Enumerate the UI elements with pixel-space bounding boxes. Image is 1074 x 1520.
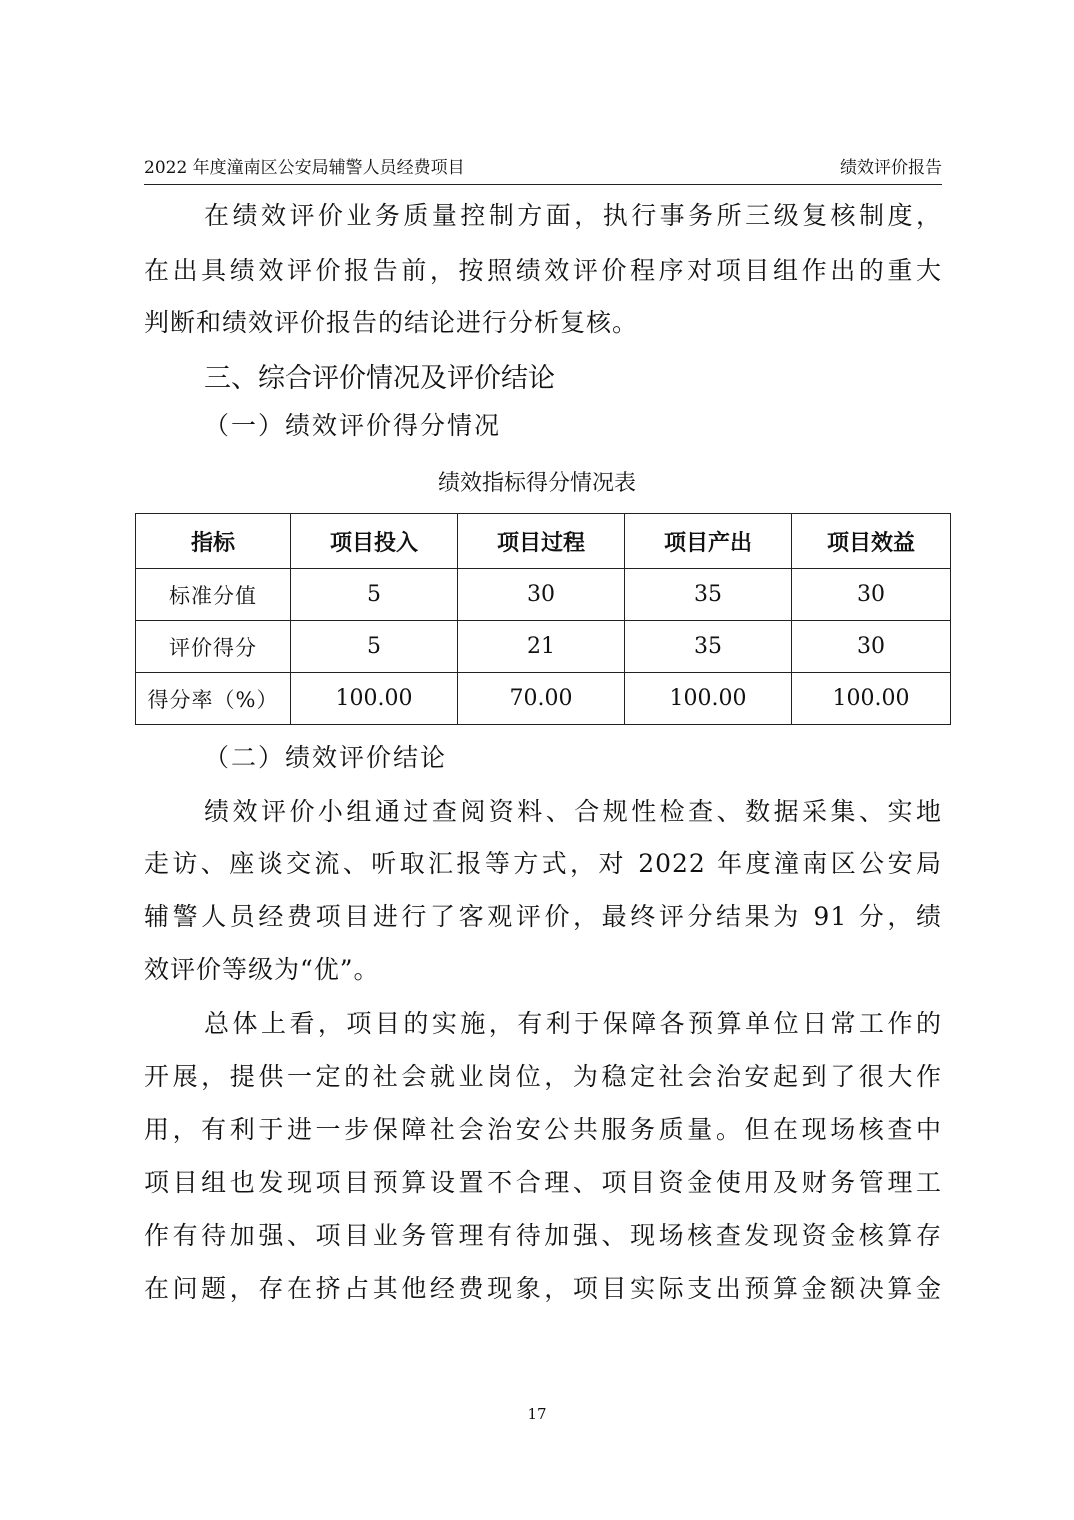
table-cell: 70.00 — [458, 673, 625, 725]
table-header-cell: 项目效益 — [792, 514, 951, 569]
table-header-cell: 指标 — [136, 514, 291, 569]
table-cell: 35 — [625, 621, 792, 673]
table-cell: 30 — [792, 569, 951, 621]
paragraph-line: 在出具绩效评价报告前，按照绩效评价程序对项目组作出的重大 — [144, 256, 942, 285]
paragraph-line: 项目组也发现项目预算设置不合理、项目资金使用及财务管理工 — [144, 1168, 942, 1197]
table-cell: 5 — [291, 569, 458, 621]
table-row — [136, 673, 951, 725]
paragraph-line: 绩效评价小组通过查阅资料、合规性检查、数据采集、实地 — [204, 797, 942, 826]
page-number: 17 — [527, 1405, 547, 1423]
section-heading: 三、综合评价情况及评价结论 — [204, 363, 555, 394]
paragraph-line: 开展，提供一定的社会就业岗位，为稳定社会治安起到了很大作 — [144, 1062, 942, 1091]
row-label: 标准分值 — [136, 569, 291, 621]
score-table — [135, 513, 951, 725]
paragraph-line: 判断和绩效评价报告的结论进行分析复核。 — [144, 308, 639, 337]
row-label: 评价得分 — [136, 621, 291, 673]
table-cell: 100.00 — [291, 673, 458, 725]
table-cell: 100.00 — [792, 673, 951, 725]
table-cell: 100.00 — [625, 673, 792, 725]
paragraph-line: 走访、座谈交流、听取汇报等方式，对 2022 年度潼南区公安局 — [144, 849, 942, 878]
paragraph-line: 作有待加强、项目业务管理有待加强、现场核查发现资金核算存 — [144, 1221, 942, 1250]
paragraph-line: 在绩效评价业务质量控制方面，执行事务所三级复核制度， — [204, 201, 942, 230]
table-cell: 30 — [792, 621, 951, 673]
subsection-heading: （二）绩效评价结论 — [204, 743, 448, 772]
table-header-cell: 项目投入 — [291, 514, 458, 569]
table-cell: 5 — [291, 621, 458, 673]
paragraph-line: 在问题，存在挤占其他经费现象，项目实际支出预算金额决算金 — [144, 1274, 942, 1303]
page-header — [144, 156, 942, 185]
table-header-cell: 项目过程 — [458, 514, 625, 569]
paragraph-line: 总体上看，项目的实施，有利于保障各预算单位日常工作的 — [204, 1009, 942, 1038]
table-row — [136, 621, 951, 673]
row-label: 得分率（%） — [136, 673, 291, 725]
table-cell: 35 — [625, 569, 792, 621]
table-header-cell: 项目产出 — [625, 514, 792, 569]
paragraph-line: 效评价等级为“优”。 — [144, 955, 380, 984]
table-cell: 30 — [458, 569, 625, 621]
table-cell: 21 — [458, 621, 625, 673]
paragraph-line: 用，有利于进一步保障社会治安公共服务质量。但在现场核查中 — [144, 1115, 942, 1144]
paragraph-line: 辅警人员经费项目进行了客观评价，最终评分结果为 91 分，绩 — [144, 902, 942, 931]
table-header-row — [136, 514, 951, 569]
table-row — [136, 569, 951, 621]
header-report-title: 绩效评价报告 — [840, 158, 942, 178]
table-caption: 绩效指标得分情况表 — [437, 471, 636, 496]
subsection-heading: （一）绩效评价得分情况 — [204, 411, 502, 440]
header-project-title: 2022 年度潼南区公安局辅警人员经费项目 — [144, 158, 465, 178]
